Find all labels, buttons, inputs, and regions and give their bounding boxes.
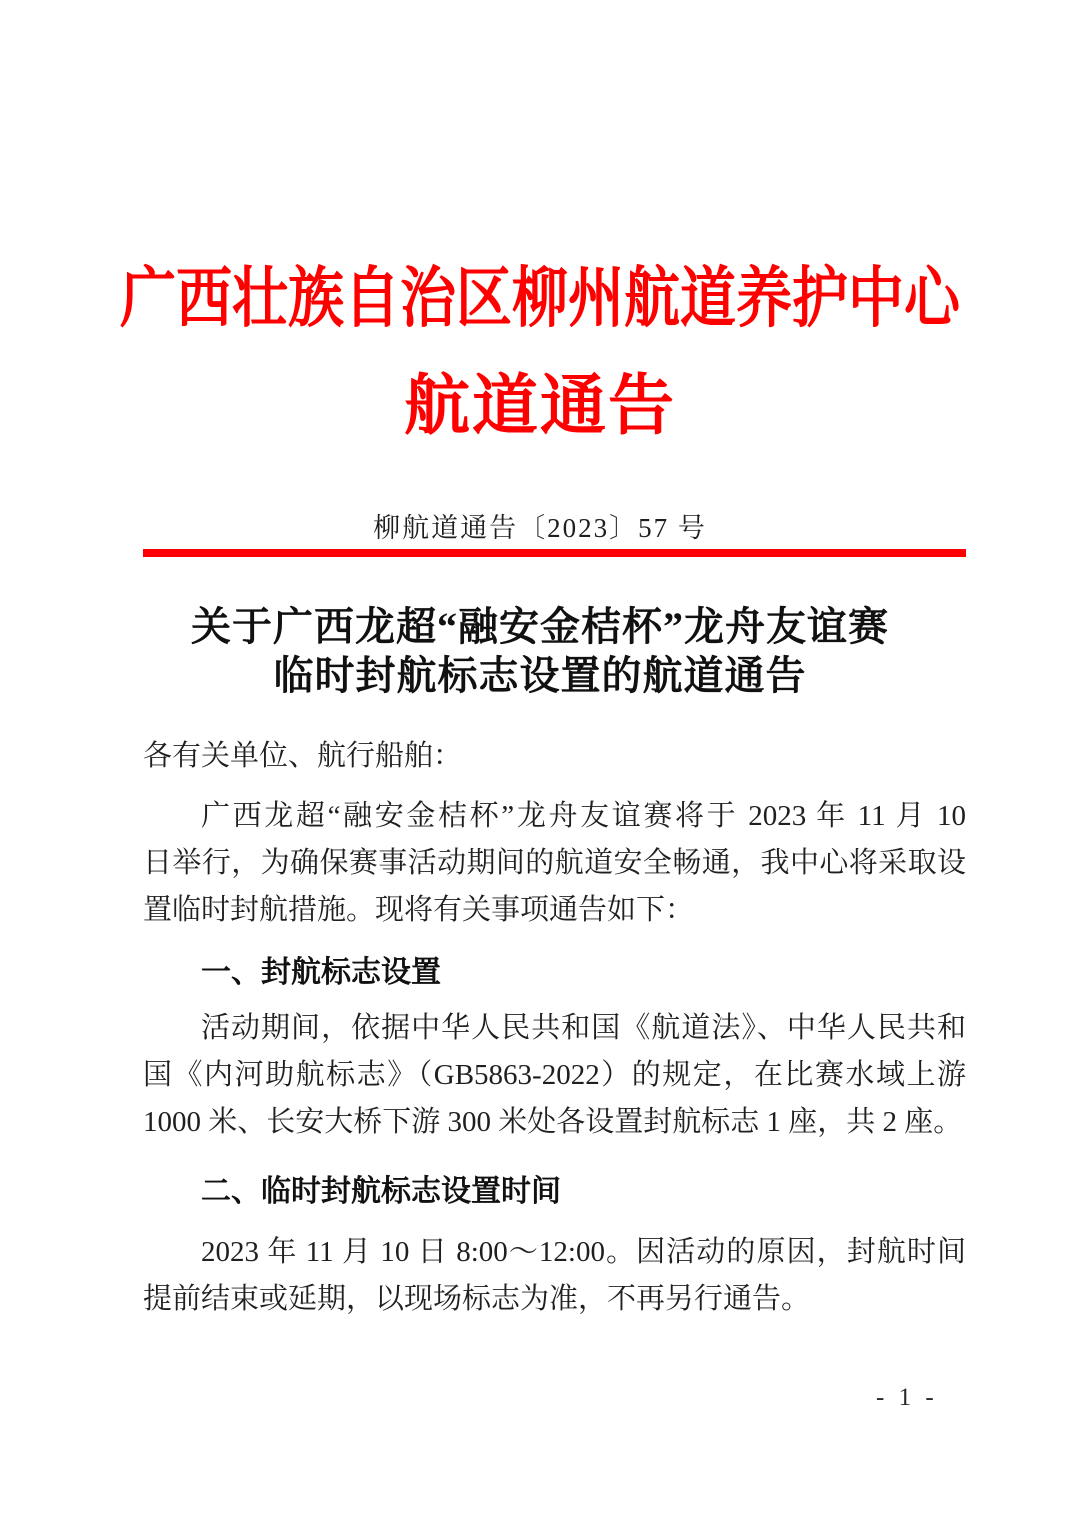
intro-line-3: 置临时封航措施。现将有关事项通告如下： xyxy=(143,894,695,926)
section1-line-1: 活动期间，依据中华人民共和国《航道法》、中华人民共和 xyxy=(201,1012,966,1044)
page-number: - 1 - xyxy=(876,1384,938,1411)
letterhead-org-name: 广西壮族自治区柳州航道养护中心 xyxy=(120,262,960,336)
section1-heading: 一、封航标志设置 xyxy=(201,956,441,989)
section2-line-2: 提前结束或延期，以现场标志为准，不再另行通告。 xyxy=(143,1283,811,1315)
section2-line-1: 2023 年 11 月 10 日 8:00～12:00。因活动的原因，封航时间 xyxy=(201,1236,966,1268)
letterhead-doc-type: 航道通告 xyxy=(404,370,676,443)
section2-paragraph xyxy=(143,1229,966,1323)
section1-line-2: 国《内河助航标志》（GB5863-2022）的规定，在比赛水域上游 xyxy=(143,1059,966,1091)
intro-line-1: 广西龙超“融安金桔杯”龙舟友谊赛将于 2023 年 11 月 10 xyxy=(201,800,966,832)
doc-number: 柳航道通告〔2023〕57 号 xyxy=(373,513,707,543)
section1-paragraph xyxy=(143,1005,966,1146)
intro-line-2: 日举行，为确保赛事活动期间的航道安全畅通，我中心将采取设 xyxy=(143,847,966,879)
intro-paragraph xyxy=(143,793,966,934)
letterhead-divider-rule xyxy=(143,549,966,557)
notice-title-line-2: 临时封航标志设置的航道通告 xyxy=(273,653,807,698)
notice-title-line-1: 关于广西龙超“融安金桔杯”龙舟友谊赛 xyxy=(191,604,889,649)
section1-line-3: 1000 米、长安大桥下游 300 米处各设置封航标志 1 座，共 2 座。 xyxy=(143,1106,963,1138)
salutation: 各有关单位、航行船舶： xyxy=(143,740,463,772)
notice-title xyxy=(0,602,1080,700)
section2-heading: 二、临时封航标志设置时间 xyxy=(201,1175,561,1208)
